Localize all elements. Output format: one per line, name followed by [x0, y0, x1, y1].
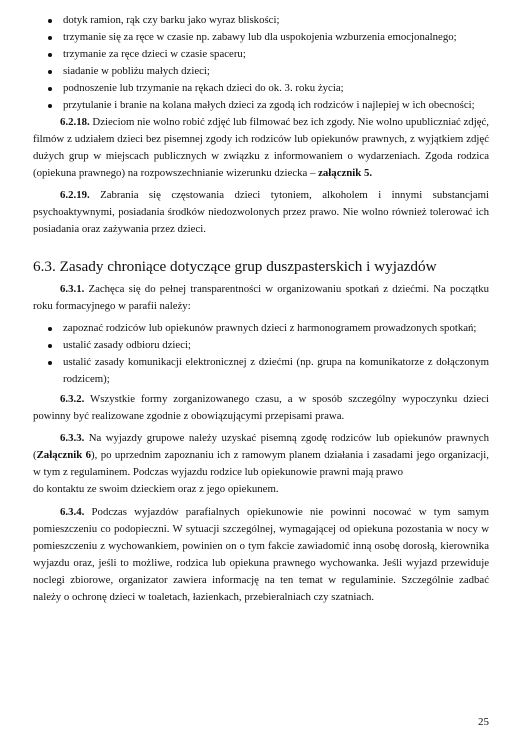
- paragraph-text: ), po uprzednim zapoznaniu ich z ramowym planem działania i zasadami jego organizacji, w tym z regulaminem. Podczas wyjazdu rodzice lub opiekunowie prawni mają prawo: [33, 449, 489, 478]
- mid-bullet-list: [33, 320, 489, 388]
- paragraph-text: Zabrania się częstowania dzieci tytoniem, alkoholem i innymi substancjami psychoaktywnymi, posiadania środków niedozwolonych przez prawo. Nie wolno również tolerować ich posiadania oraz zażywania przez dzieci.: [33, 189, 489, 235]
- list-item: zapoznać rodziców lub opiekunów prawnych dzieci z harmonogramem prowadzonych spotkań;: [33, 320, 489, 337]
- list-item: przytulanie i branie na kolana małych dzieci za zgodą ich rodziców i najlepiej w ich obecności;: [33, 97, 489, 114]
- paragraph-6-3-3: [33, 430, 489, 481]
- list-item: siadanie w pobliżu małych dzieci;: [33, 63, 489, 80]
- paragraph-number: 6.2.19.: [60, 189, 90, 201]
- paragraph-text: Na wyjazdy grupowe należy uzyskać pisemną zgodę rodziców lub opiekunów prawnych (: [33, 432, 489, 461]
- list-item: trzymanie się za ręce w czasie np. zabawy lub dla uspokojenia wzburzenia emocjonalnego;: [33, 29, 489, 46]
- paragraph-number: 6.3.4.: [60, 506, 85, 518]
- page-number: 25: [478, 716, 489, 728]
- section-heading: 6.3. Zasady chroniące dotyczące grup duszpasterskich i wyjazdów: [33, 258, 437, 275]
- page-content: [33, 12, 489, 611]
- list-item: dotyk ramion, rąk czy barku jako wyraz bliskości;: [33, 12, 489, 29]
- paragraph-text: Wszystkie formy zorganizowanego czasu, a w sposób szczególny wypoczynku dzieci powinny być realizowane zgodnie z obowiązującymi przepisami prawa.: [33, 393, 489, 422]
- paragraph-number: 6.2.18.: [60, 116, 90, 128]
- paragraph-text: Dzieciom nie wolno robić zdjęć lub filmować bez ich zgody. Nie wolno upubliczniać zdjęć, filmów z udziałem dzieci bez pisemnej zgody ich rodziców lub opiekunów prawnych, z wyjątkiem zdjęć dużych grup w miejscach publicznych w związku z informowaniem o wydarzeniach. Zgoda rodzica (opiekuna prawnego) na rozpowszechnianie wizerunku dziecka –: [33, 116, 489, 179]
- paragraph-text: Podczas wyjazdów parafialnych opiekunowie nie powinni nocować w tym samym pomieszczeniu co podopieczni. W sytuacji szczególnej, wymagającej od opiekuna pozostania w nocy w pomieszczeniu z wychowankiem, powinien on o tym fakcie zawiadomić inną osobę dorosłą, kierownika wyjazdu oraz, jeśli to możliwe, rodzica lub opiekuna prawnego wychowanka. Jeśli wyjazd przewiduje noclegi zbiorowe, organizator zawiera informację na ten temat w regulaminie. Szczególnie zadbać należy o ochronę dzieci w toaletach, łazienkach, przebieralniach czy szatniach.: [33, 506, 489, 603]
- list-item: ustalić zasady odbioru dzieci;: [33, 337, 489, 354]
- paragraph-text: Zachęca się do pełnej transparentności w organizowaniu spotkań z dziećmi. Na początku roku formacyjnego w parafii należy:: [33, 283, 489, 312]
- paragraph-6-3-2: [33, 391, 489, 425]
- paragraph-continuation: do kontaktu ze swoim dzieckiem oraz z jego opiekunem.: [33, 483, 279, 495]
- attachment-reference: załącznik 5.: [318, 167, 373, 179]
- paragraph-number: 6.3.1.: [60, 283, 85, 295]
- paragraph-6-3-4: [33, 504, 489, 606]
- list-item: ustalić zasady komunikacji elektronicznej z dziećmi (np. grupa na komunikatorze z dołączonym rodzicem);: [33, 354, 489, 388]
- top-bullet-list: [33, 12, 489, 114]
- paragraph-6-3-1: [33, 281, 489, 315]
- paragraph-6-2-19: [33, 187, 489, 238]
- paragraph-number: 6.3.2.: [60, 393, 85, 405]
- attachment-reference: Załącznik 6: [36, 449, 92, 461]
- list-item: podnoszenie lub trzymanie na rękach dzieci do ok. 3. roku życia;: [33, 80, 489, 97]
- list-item: trzymanie za ręce dzieci w czasie spaceru;: [33, 46, 489, 63]
- paragraph-number: 6.3.3.: [60, 432, 85, 444]
- paragraph-6-2-18: [33, 114, 489, 182]
